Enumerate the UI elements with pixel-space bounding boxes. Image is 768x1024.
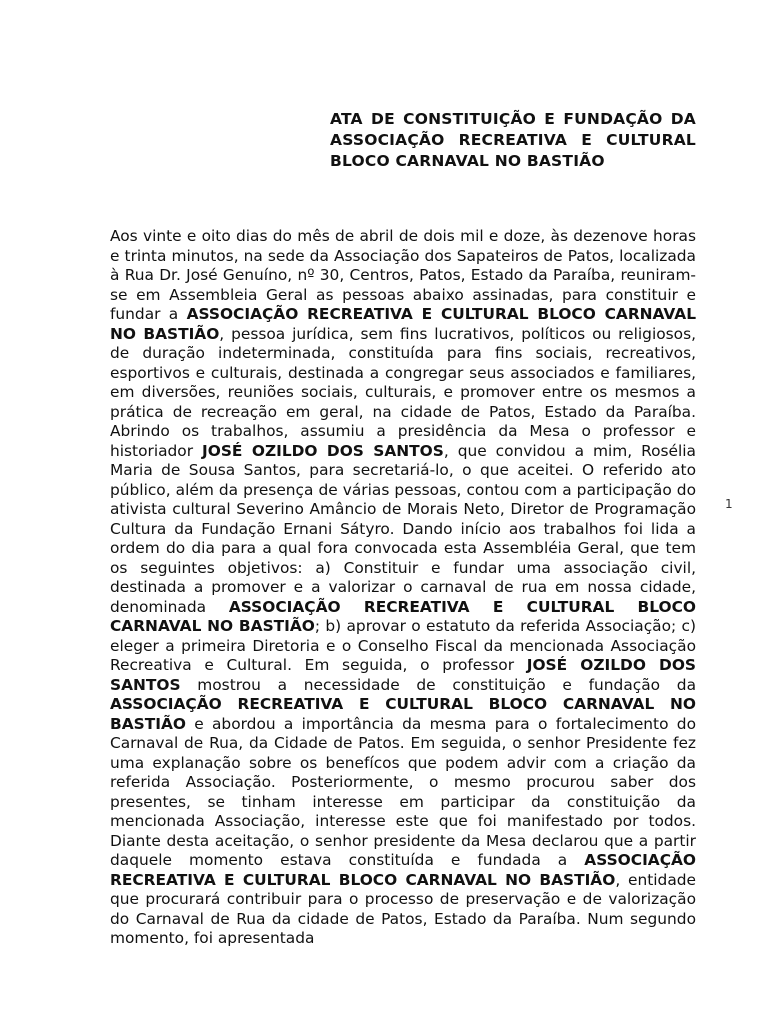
body-text-bold-run: ASSOCIAÇÃO RECREATIVA E CULTURAL BLOCO CARNAVAL NO BASTIÃO [110,305,697,343]
body-text-run: , que convidou a mim, Rosélia Maria de Sousa Santos, para secretariá-lo, o que aceitei. O referido ato público, além da presença de várias pessoas, contou com a participação do ativista cultural Severino Amâncio de Morais Neto, Diretor de Programação Cultura da Fundação Ernani Sátyro. Dando início aos trabalhos foi lida a ordem do dia para a qual fora convocada esta Assembléia Geral, que tem os seguintes objetivos: a) Constituir e fundar uma associação civil, destinada a promover e a valorizar o carnaval de rua em nossa cidade, denominada [110,441,696,616]
body-text-bold-run: JOSÉ OZILDO DOS SANTOS [110,656,696,694]
body-text-bold-run: ASSOCIAÇÃO RECREATIVA E CULTURAL BLOCO CARNAVAL NO BASTIÃO [110,851,696,889]
body-text-run: , entidade que procurará contribuir para o processo de preservação e de valorização do Carnaval de Rua da cidade de Patos, Estado da Paraíba. Num segundo momento, foi apresentada [110,870,696,947]
page-number: 1 [725,497,733,511]
document-body [110,227,696,949]
body-text-run: e abordou a importância da mesma para o fortalecimento do Carnaval de Rua, da Cidade de Patos. Em seguida, o senhor Presidente fez uma explanação sobre os benefícos que podem advir com a criação da referida Associação. Posteriormente, o mesmo procurou saber dos presentes, se tinham interesse em participar da constituição da mencionada Associação, interesse este que foi manifestado por todos. Diante desta aceitação, o senhor presidente da Mesa declarou que a partir daquele momento estava constituída e fundada a [110,714,696,869]
body-text-run: , pessoa jurídica, sem fins lucrativos, políticos ou religiosos, de duração indeterminada, constituída para fins sociais, recreativos, esportivos e culturais, destinada a congregar seus associados e familiares, em diversões, reuniões sociais, culturais, e promover entre os mesmos a prática de recreação em geral, na cidade de Patos, Estado da Paraíba. Abrindo os trabalhos, assumiu a presidência da Mesa o professor e historiador [110,324,696,460]
body-text-run: Aos vinte e oito dias do mês de abril de dois mil e doze, às dezenove horas e trinta minutos, na sede da Associação dos Sapateiros de Patos, localizada à Rua Dr. José Genuíno, nº 30, Centros, Patos, Estado da Paraíba, reuniram-se em Assembleia Geral as pessoas abaixo assinadas, para constituir e fundar a [110,227,696,323]
document-title: ATA DE CONSTITUIÇÃO E FUNDAÇÃO DA ASSOCIAÇÃO RECREATIVA E CULTURAL BLOCO CARNAVAL NO BASTIÃO [330,110,696,170]
body-text-bold-run: ASSOCIAÇÃO RECREATIVA E CULTURAL BLOCO CARNAVAL NO BASTIÃO [110,695,696,733]
body-text-bold-run: JOSÉ OZILDO DOS SANTOS [202,441,444,460]
body-text-bold-run: ASSOCIAÇÃO RECREATIVA E CULTURAL BLOCO CARNAVAL NO BASTIÃO [110,597,696,635]
body-text-run: ; b) aprovar o estatuto da referida Associação; c) eleger a primeira Diretoria e o Conselho Fiscal da mencionada Associação Recreativa e Cultural. Em seguida, o professor [110,617,696,674]
body-text-run: mostrou a necessidade de constituição e fundação da [180,675,696,694]
